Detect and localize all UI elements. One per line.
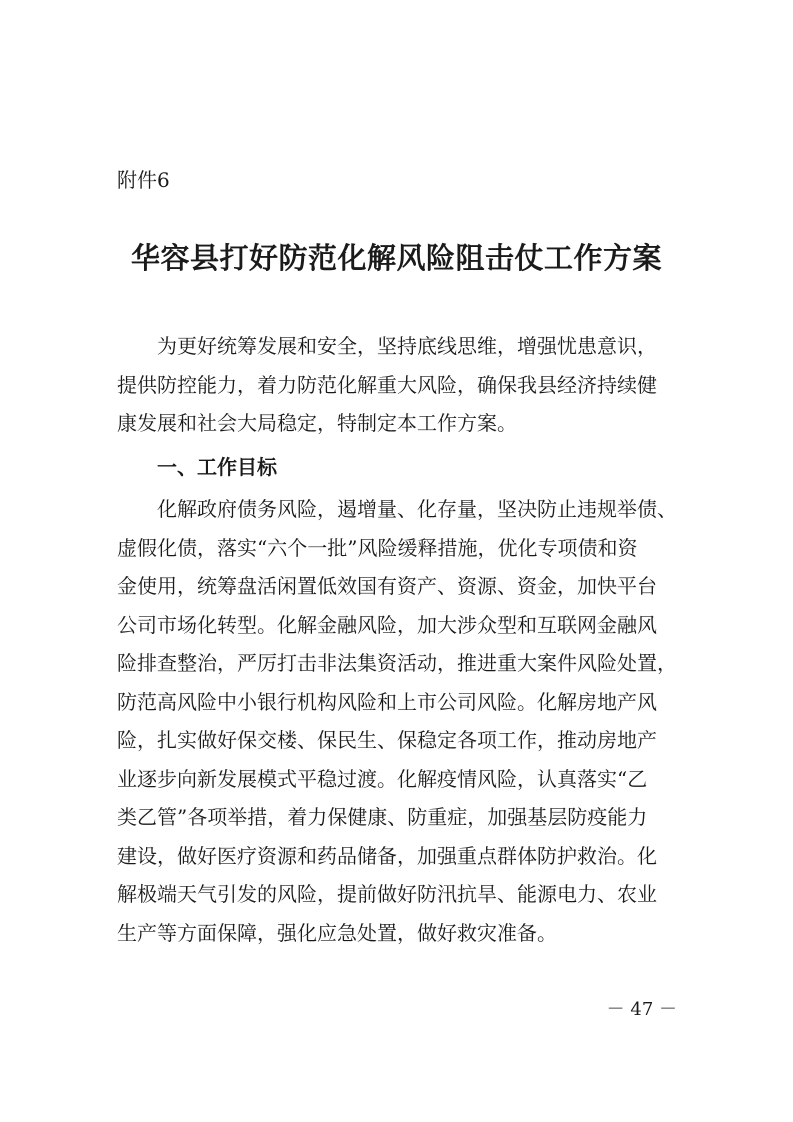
paragraph-line: 为更好统筹发展和安全，坚持底线思维，增强忧患意识， [157, 334, 657, 358]
page-number: － 47 － [606, 999, 677, 1020]
paragraph-line: 化解政府债务风险，遏增量、化存量，坚决防止违规举债、 [157, 497, 677, 521]
paragraph-line: 金使用，统筹盘活闲置低效国有资产、资源、资金，加快平台 [117, 574, 657, 598]
paragraph-line: 生产等方面保障，强化应急处置，做好救灾准备。 [117, 920, 557, 945]
paragraph-line: 建设，做好医疗资源和药品储备，加强重点群体防护救治。化 [117, 843, 657, 868]
paragraph-line: 康发展和社会大局稳定，特制定本工作方案。 [117, 411, 517, 435]
attachment-label: 附件6 [117, 168, 170, 192]
paragraph-line: 类乙管”各项举措，着力保健康、防重症，加强基层防疫能力 [117, 805, 648, 829]
intro-paragraph [117, 327, 677, 443]
paragraph-line: 防范高风险中小银行机构风险和上市公司风险。化解房地产风 [117, 689, 657, 714]
document-title: 华容县打好防范化解风险阻击仗工作方案 [130, 241, 662, 275]
paragraph-line: 公司市场化转型。化解金融风险，加大涉众型和互联网金融风 [117, 612, 657, 637]
paragraph-line: 险排查整治，严厉打击非法集资活动，推进重大案件风险处置， [117, 651, 677, 675]
paragraph-line: 业逐步向新发展模式平稳过渡。化解疫情风险，认真落实“乙 [117, 766, 648, 791]
paragraph-line: 虚假化债，落实“六个一批”风险缓释措施，优化专项债和资 [117, 535, 638, 560]
paragraph-line: 提供防控能力，着力防范化解重大风险，确保我县经济持续健 [117, 372, 657, 397]
goal-paragraph [117, 490, 677, 952]
section-heading: 一、工作目标 [157, 455, 277, 479]
paragraph-line: 险，扎实做好保交楼、保民生、保稳定各项工作，推动房地产 [117, 728, 657, 752]
paragraph-line: 解极端天气引发的风险，提前做好防汛抗旱、能源电力、农业 [117, 882, 657, 906]
